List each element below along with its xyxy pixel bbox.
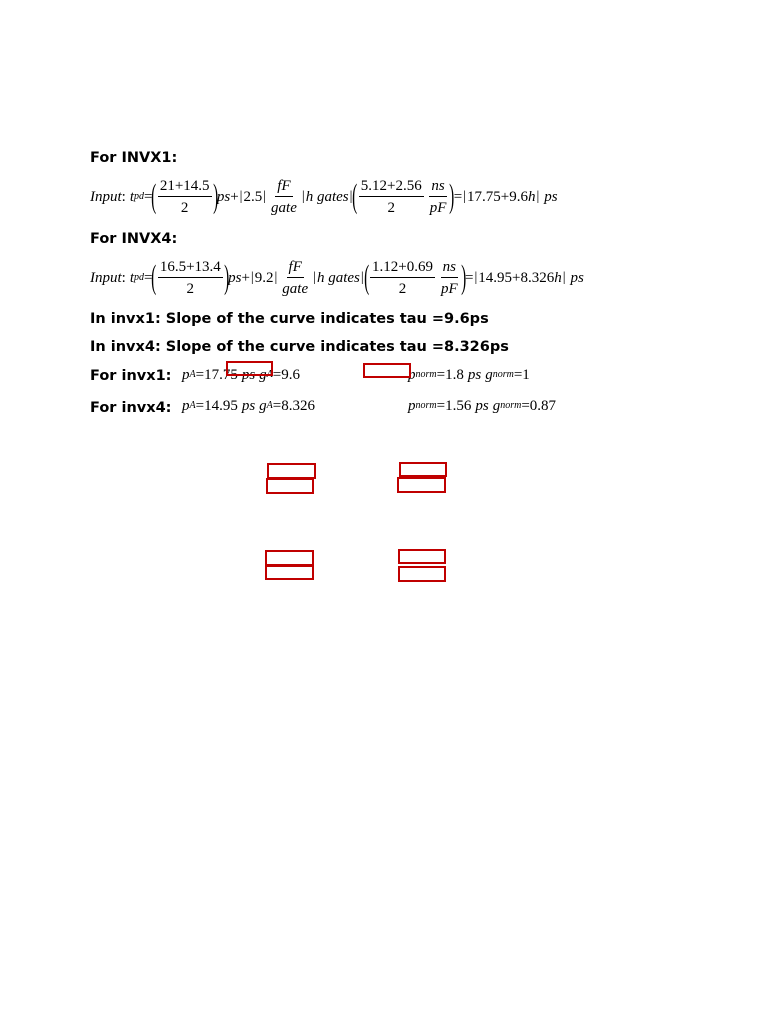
row-invx1-norm: p norm =1.8 ps g norm =1 [408, 367, 530, 383]
annotation-box [399, 462, 447, 477]
annotation-box [398, 566, 446, 582]
invx1-equation: Input : t pd = ( $\frac{21+14.5}{2}$ ) ps + | 2.5 | $\frac{fF}{\text{gate}}$ | h gates | ( $\frac{5.12+2.56}{2}$ $\frac{ns}{pF}$ ) = | 17.75+9.6 h | ps [90, 178, 558, 216]
row-invx4-label: For invx4: [90, 400, 172, 416]
annotation-box [267, 463, 316, 479]
frac-delay-avg: $\frac{16.5+13.4}{2}$ [159, 259, 221, 297]
annotation-box [363, 363, 411, 378]
invx1-heading: For INVX1: [90, 150, 178, 166]
slope-invx4-text: In invx4: Slope of the curve indicates tau =8.326ps [90, 339, 509, 355]
row-invx4-norm: p norm =1.56 ps g norm =0.87 [408, 398, 557, 414]
annotation-box [265, 550, 314, 566]
frac-ff-per-gate: $\frac{fF}{\text{gate}}$ [282, 259, 309, 297]
annotation-box [398, 549, 446, 564]
row-invx1-label: For invx1: [90, 368, 172, 384]
annotation-box [226, 361, 273, 376]
annotation-box [397, 477, 446, 493]
row-invx1-params: p A =17.75 ps g A =9.6 [182, 367, 300, 383]
frac-res-avg: $\frac{5.12+2.56}{2}$ [360, 178, 422, 216]
frac-ff-per-gate: $\frac{fF}{\text{gate}}$ [271, 178, 297, 216]
annotation-box [265, 565, 314, 580]
frac-ns-per-pf: $\frac{ns}{pF}$ [429, 178, 447, 216]
slope-invx1-text: In invx1: Slope of the curve indicates tau =9.6ps [90, 311, 489, 327]
frac-ns-per-pf: $\frac{ns}{pF}$ [440, 259, 458, 297]
frac-res-avg: $\frac{1.12+0.69}{2}$ [372, 259, 433, 297]
row-invx4-params: p A =14.95 ps g A =8.326 [182, 398, 315, 414]
invx4-equation: Input : t pd = ( $\frac{16.5+13.4}{2}$ ) ps + | 9.2 | $\frac{fF}{\text{gate}}$ | h gates | ( $\frac{1.12+0.69}{2}$ $\frac{ns}{pF}$ ) = | 14.95+8.326 h | ps [90, 259, 584, 297]
frac-delay-avg: $\frac{21+14.5}{2}$ [159, 178, 210, 216]
invx4-heading: For INVX4: [90, 231, 178, 247]
annotation-box [266, 478, 314, 494]
